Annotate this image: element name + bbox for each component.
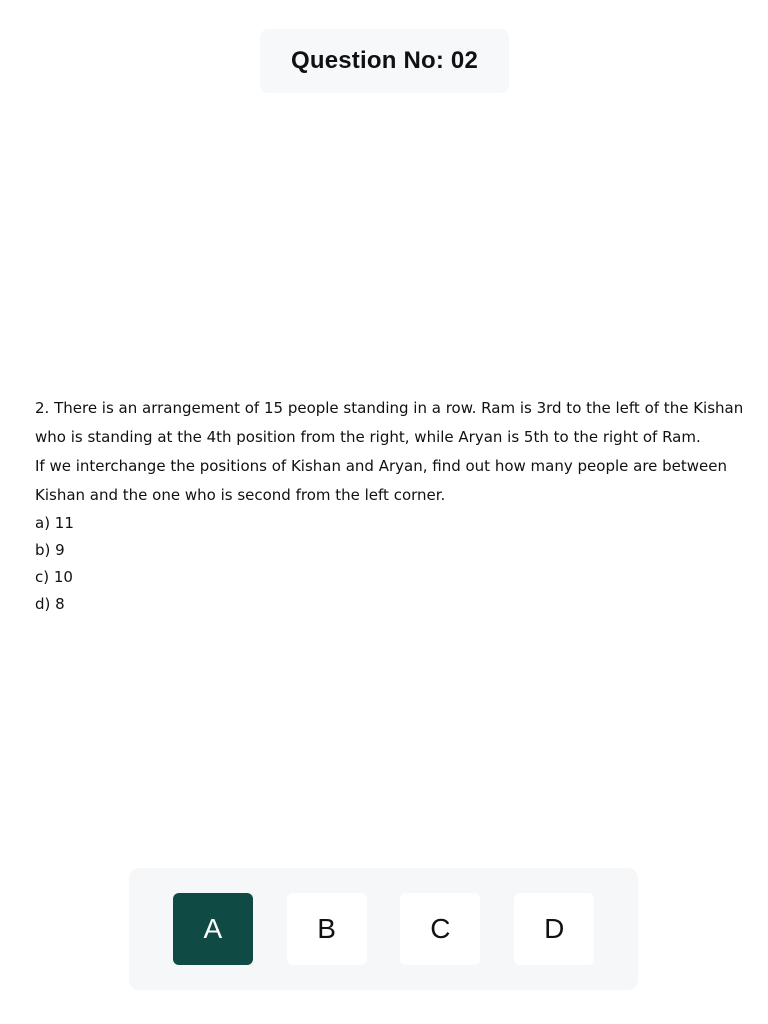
question-text-followup: If we interchange the positions of Kishan and Aryan, find out how many people are between Kishan and the one who is second from the left corner. — [35, 457, 728, 504]
option-c: c) 10 — [35, 568, 73, 586]
option-a: a) 11 — [35, 514, 74, 532]
question-block — [35, 394, 760, 618]
question-number-card — [260, 29, 509, 93]
answer-selector — [129, 868, 638, 990]
question-text: 2. There is an arrangement of 15 people standing in a row. Ram is 3rd to the left of the Kishan who is standing at the 4th position from the right, while Aryan is 5th to the right of Ram. — [35, 399, 744, 446]
options-list — [35, 510, 760, 618]
option-b: b) 9 — [35, 541, 65, 559]
answer-button-c[interactable]: C — [400, 893, 480, 965]
question-number: Question No: 02 — [290, 47, 479, 74]
answer-button-b[interactable]: B — [287, 893, 367, 965]
option-d: d) 8 — [35, 595, 65, 613]
answer-button-d[interactable]: D — [514, 893, 594, 965]
answer-button-a[interactable]: A — [173, 893, 253, 965]
